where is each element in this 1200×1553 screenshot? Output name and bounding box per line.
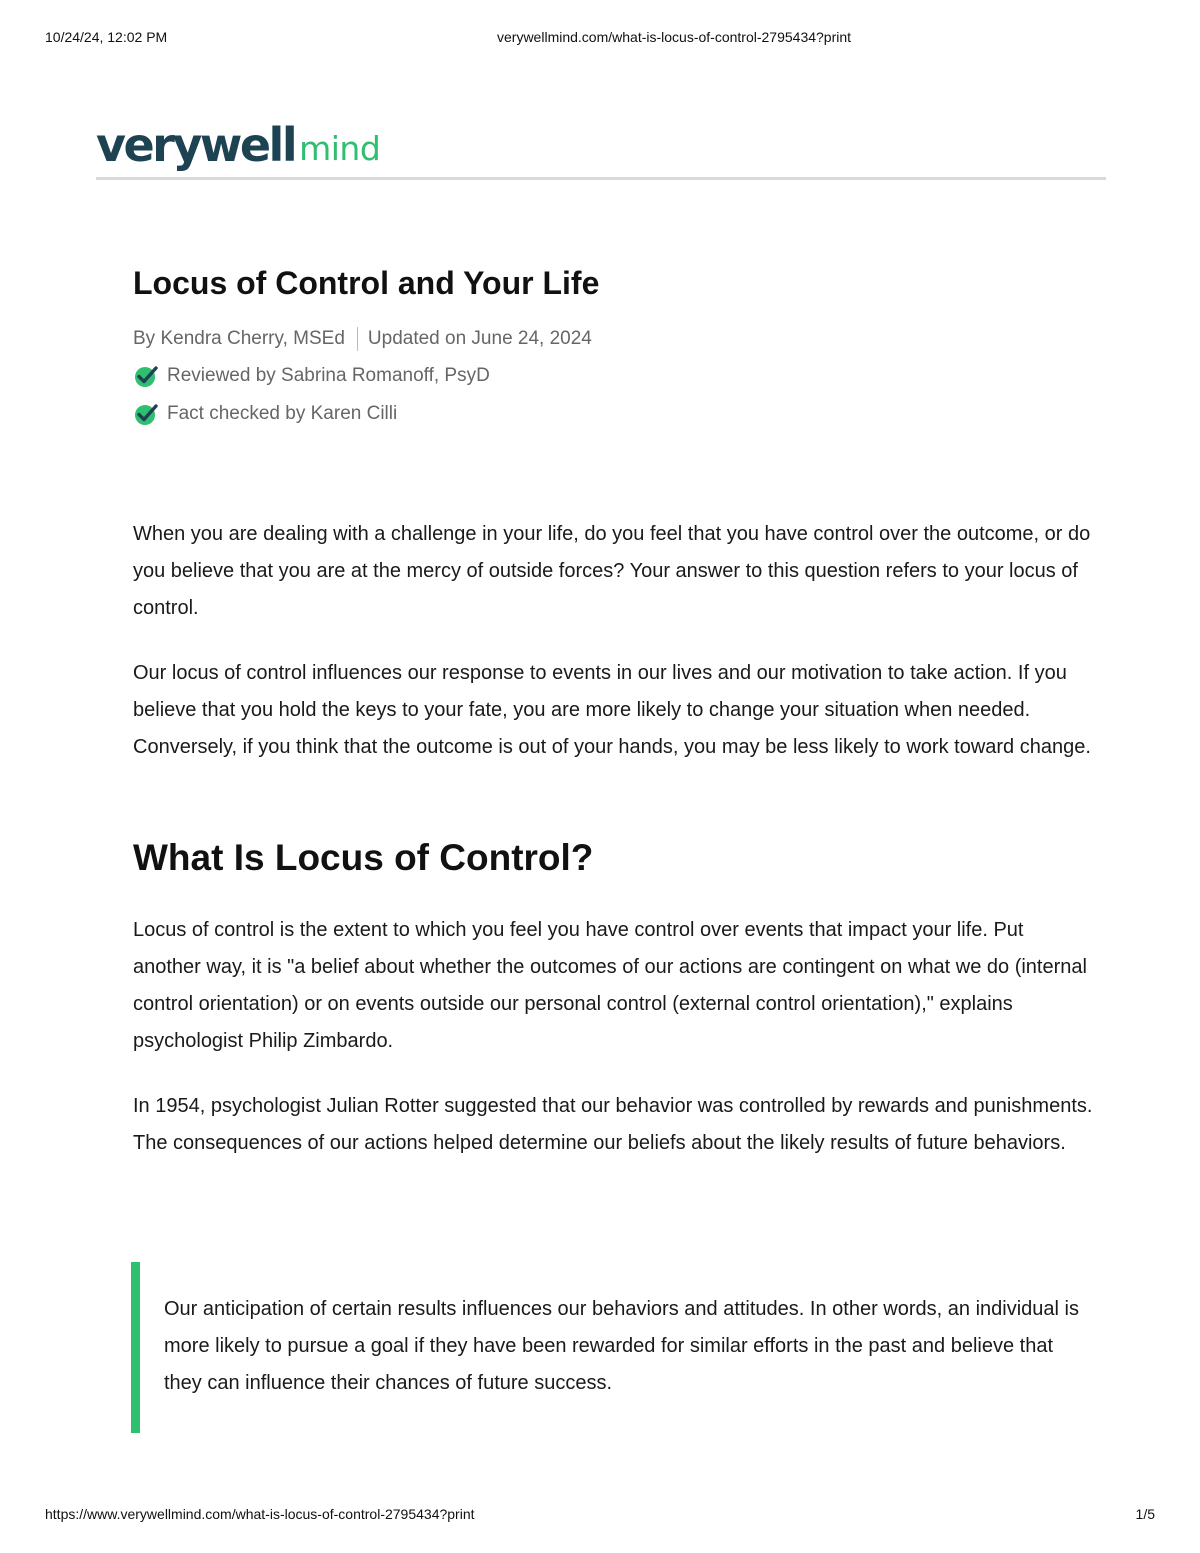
pullquote-text: Our anticipation of certain results influences our behaviors and attitudes. In other words, an individual is more likely to pursue a goal if they have been rewarded for similar efforts in the past and believe that they can influence their chances of future success.	[164, 1298, 1079, 1394]
intro-paragraph: When you are dealing with a challenge in your life, do you feel that you have control over the outcome, or do you believe that you are at the mercy of outside forces? Your answer to this question refers to your locus of control.	[133, 523, 1091, 619]
reviewed-by-row	[133, 363, 1093, 389]
logo-wordmark-main: verywell	[96, 118, 296, 172]
check-badge-icon	[133, 363, 159, 389]
article-title: Locus of Control and Your Life	[133, 265, 600, 301]
pullquote-accent-bar	[131, 1262, 140, 1433]
intro-paragraph: Our locus of control influences our response to events in our lives and our motivation to take action. If you believe that you hold the keys to your fate, you are more likely to change your situation when needed. Conversely, if you think that the outcome is out of your hands, you may be less likely to work toward change.	[133, 662, 1091, 758]
site-logo[interactable]	[96, 104, 381, 172]
byline-separator	[357, 327, 358, 351]
print-footer	[45, 1506, 1155, 1526]
reviewed-by-text[interactable]: Reviewed by Sabrina Romanoff, PsyD	[167, 365, 490, 386]
check-badge-icon	[133, 401, 159, 427]
byline-author[interactable]: By Kendra Cherry, MSEd	[133, 328, 345, 349]
print-header	[45, 29, 1155, 49]
fact-checked-text[interactable]: Fact checked by Karen Cilli	[167, 403, 398, 424]
logo-wordmark-sub: mind	[299, 129, 381, 168]
section-paragraph: In 1954, psychologist Julian Rotter suggested that our behavior was controlled by rewards and punishments. The consequences of our actions helped determine our beliefs about the likely results of future behaviors.	[133, 1095, 1093, 1154]
print-datetime: 10/24/24, 12:02 PM	[45, 29, 168, 45]
print-url: verywellmind.com/what-is-locus-of-control-2795434?print	[497, 29, 852, 45]
print-footer-url: https://www.verywellmind.com/what-is-locus-of-control-2795434?print	[45, 1506, 475, 1522]
article	[133, 262, 1093, 1162]
section-paragraph: Locus of control is the extent to which you feel you have control over events that impact your life. Put another way, it is "a belief about whether the outcomes of our actions are contingent on what we do (internal control orientation) or on events outside our personal control (external control orientation)," explains psychologist Philip Zimbardo.	[133, 919, 1087, 1052]
header-divider	[96, 177, 1106, 180]
print-page-number: 1/5	[1135, 1506, 1155, 1522]
section-heading: What Is Locus of Control?	[133, 837, 594, 878]
byline-updated: Updated on June 24, 2024	[367, 328, 592, 349]
pullquote	[131, 1262, 1091, 1433]
byline	[133, 326, 1093, 352]
fact-checked-row	[133, 401, 1093, 427]
